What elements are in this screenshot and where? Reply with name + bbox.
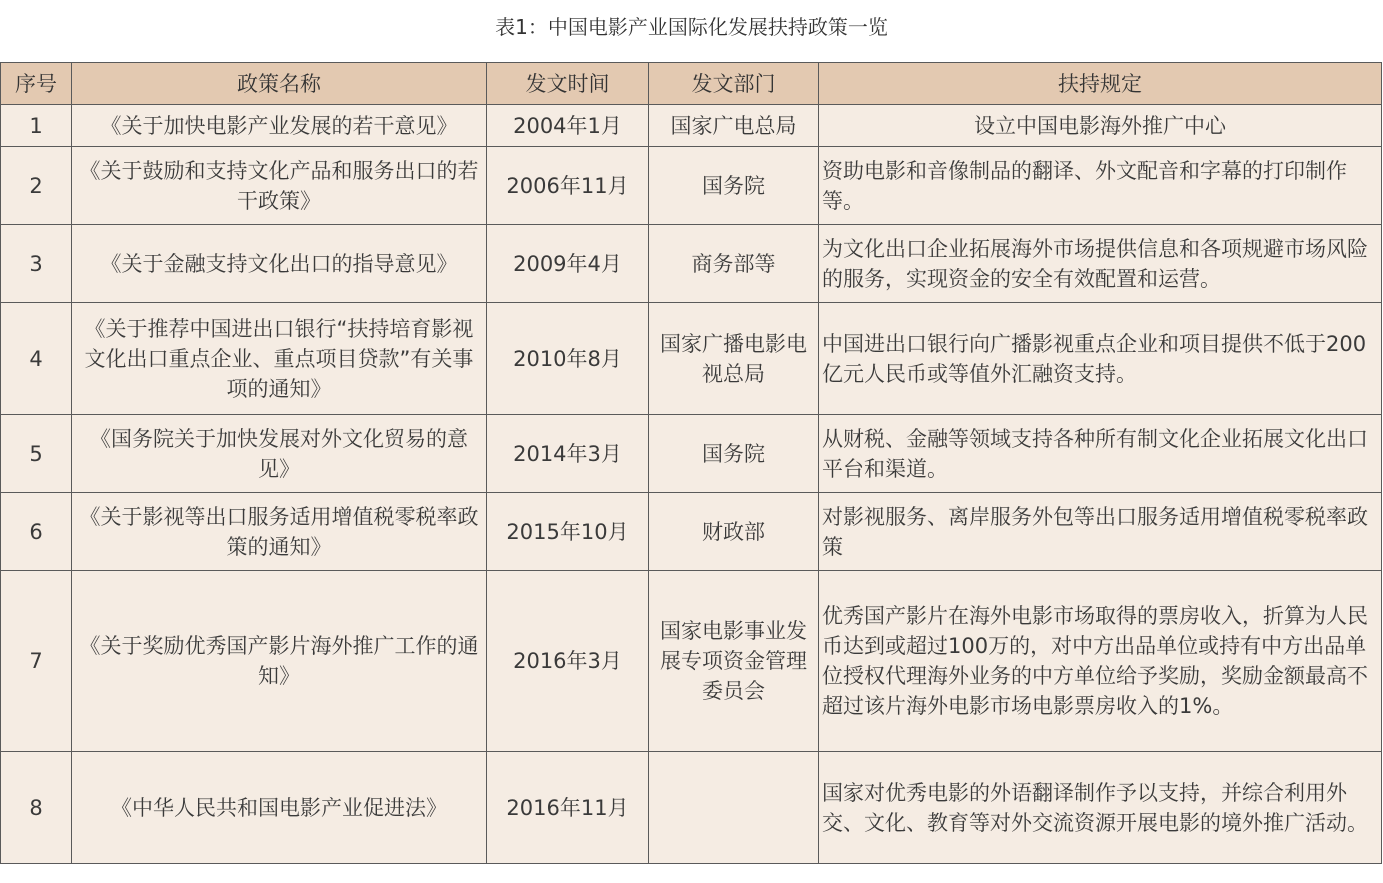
- row-index: 6: [1, 493, 72, 571]
- row-support-rule: 国家对优秀电影的外语翻译制作予以支持，并综合利用外交、文化、教育等对外交流资源开展电影的境外推广活动。: [819, 752, 1382, 864]
- header-issue-date: 发文时间: [487, 63, 649, 105]
- row-policy-name: 《国务院关于加快发展对外文化贸易的意见》: [72, 415, 487, 493]
- row-support-rule: 从财税、金融等领域支持各种所有制文化企业拓展文化出口平台和渠道。: [819, 415, 1382, 493]
- row-issue-date: 2006年11月: [487, 147, 649, 225]
- header-policy-name: 政策名称: [72, 63, 487, 105]
- row-support-rule: 为文化出口企业拓展海外市场提供信息和各项规避市场风险的服务，实现资金的安全有效配置和运营。: [819, 225, 1382, 303]
- row-issuing-dept: 国务院: [649, 415, 819, 493]
- table-header: [1, 63, 1382, 105]
- row-issuing-dept: 财政部: [649, 493, 819, 571]
- row-issuing-dept: [649, 752, 819, 864]
- row-policy-name: 《关于金融支持文化出口的指导意见》: [72, 225, 487, 303]
- row-support-rule: 中国进出口银行向广播影视重点企业和项目提供不低于200亿元人民币或等值外汇融资支持。: [819, 303, 1382, 415]
- row-issue-date: 2014年3月: [487, 415, 649, 493]
- row-policy-name: 《关于鼓励和支持文化产品和服务出口的若干政策》: [72, 147, 487, 225]
- table-row: [1, 303, 1382, 415]
- row-issue-date: 2004年1月: [487, 105, 649, 147]
- row-issuing-dept: 国家广电总局: [649, 105, 819, 147]
- row-issue-date: 2009年4月: [487, 225, 649, 303]
- row-index: 7: [1, 571, 72, 752]
- row-issuing-dept: 国家电影事业发展专项资金管理委员会: [649, 571, 819, 752]
- row-issuing-dept: 商务部等: [649, 225, 819, 303]
- policy-table: [0, 62, 1382, 864]
- row-index: 4: [1, 303, 72, 415]
- header-issuing-dept: 发文部门: [649, 63, 819, 105]
- table-row: [1, 493, 1382, 571]
- table-row: [1, 147, 1382, 225]
- row-index: 8: [1, 752, 72, 864]
- row-support-rule: 资助电影和音像制品的翻译、外文配音和字幕的打印制作等。: [819, 147, 1382, 225]
- table-row: [1, 225, 1382, 303]
- row-policy-name: 《关于加快电影产业发展的若干意见》: [72, 105, 487, 147]
- row-issue-date: 2016年11月: [487, 752, 649, 864]
- row-index: 1: [1, 105, 72, 147]
- row-index: 5: [1, 415, 72, 493]
- header-support-rule: 扶持规定: [819, 63, 1382, 105]
- row-policy-name: 《中华人民共和国电影产业促进法》: [72, 752, 487, 864]
- table-caption: 表1：中国电影产业国际化发展扶持政策一览: [495, 15, 888, 39]
- row-issuing-dept: 国务院: [649, 147, 819, 225]
- row-support-rule: 优秀国产影片在海外电影市场取得的票房收入，折算为人民币达到或超过100万的，对中方出品单位或持有中方出品单位授权代理海外业务的中方单位给予奖励，奖励金额最高不超过该片海外电影市场电影票房收入的1%。: [819, 571, 1382, 752]
- row-support-rule: 对影视服务、离岸服务外包等出口服务适用增值税零税率政策: [819, 493, 1382, 571]
- table-row: [1, 571, 1382, 752]
- row-issue-date: 2015年10月: [487, 493, 649, 571]
- row-issuing-dept: 国家广播电影电视总局: [649, 303, 819, 415]
- table-row: [1, 752, 1382, 864]
- table-row: [1, 105, 1382, 147]
- row-issue-date: 2016年3月: [487, 571, 649, 752]
- table-body: [1, 105, 1382, 864]
- row-index: 3: [1, 225, 72, 303]
- row-index: 2: [1, 147, 72, 225]
- row-support-rule: 设立中国电影海外推广中心: [819, 105, 1382, 147]
- row-policy-name: 《关于推荐中国进出口银行“扶持培育影视文化出口重点企业、重点项目贷款”有关事项的通知》: [72, 303, 487, 415]
- row-policy-name: 《关于奖励优秀国产影片海外推广工作的通知》: [72, 571, 487, 752]
- row-issue-date: 2010年8月: [487, 303, 649, 415]
- header-index: 序号: [1, 63, 72, 105]
- row-policy-name: 《关于影视等出口服务适用增值税零税率政策的通知》: [72, 493, 487, 571]
- header-row: [1, 63, 1382, 105]
- table-row: [1, 415, 1382, 493]
